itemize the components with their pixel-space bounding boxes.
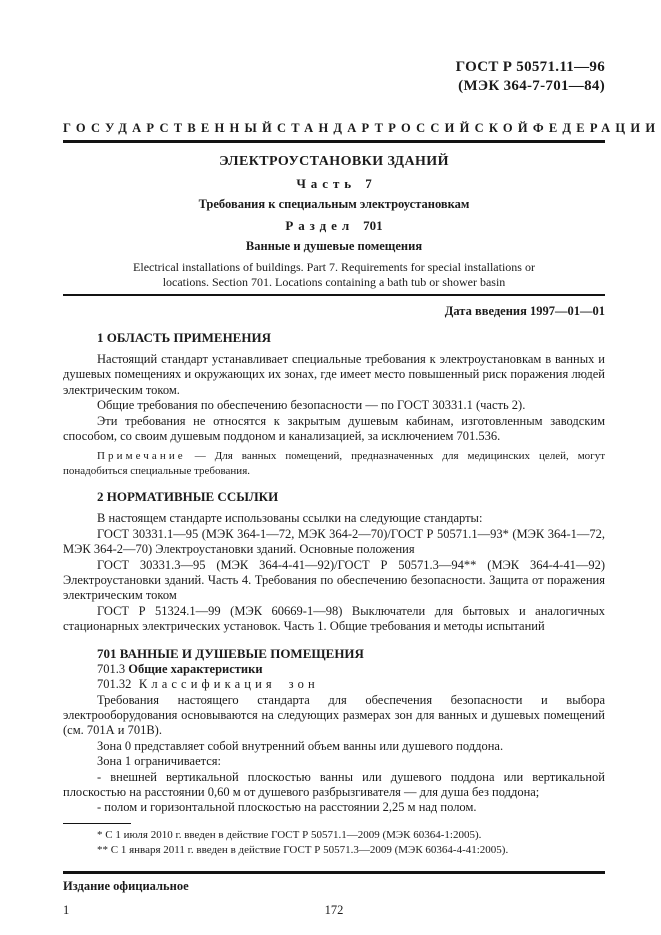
subsection-701-3	[63, 662, 605, 677]
page-number-right-spacer	[424, 903, 605, 918]
section2-paragraph: ГОСТ 30331.3—95 (МЭК 364-4-41—92)/ГОСТ Р 50571.3—94** (МЭК 364-4-41—92) Электроустановки зданий. Часть 4. Требования по обеспечению безопасности. Защита от поражения электрическим током	[63, 557, 605, 603]
section2-paragraph: В настоящем стандарте использованы ссылки на следующие стандарты:	[97, 511, 483, 526]
section1-note	[63, 449, 605, 478]
section701-list-item: - полом и горизонтальной плоскостью на расстоянии 2,25 м над полом.	[97, 800, 477, 815]
section1-paragraph: Настоящий стандарт устанавливает специальные требования к электроустановкам в ванных и душевых помещениях и окружающих их зонах, где имеет место повышенный риск поражения людей электрическим током.	[63, 352, 605, 397]
footnote: * С 1 июля 2010 г. введен в действие ГОСТ Р 50571.1—2009 (МЭК 60364-1:2005).	[97, 828, 482, 841]
part-number: 7	[365, 176, 372, 191]
english-title: Electrical installations of buildings. Part 7. Requirements for special installations or locations. Section 701. Locations containing a bath tub or shower basin	[133, 260, 535, 289]
section-line	[63, 218, 605, 234]
page-number-center: 172	[324, 903, 344, 918]
doc-number	[63, 58, 605, 96]
section1-heading: 1 ОБЛАСТЬ ПРИМЕНЕНИЯ	[97, 330, 271, 345]
doc-number-line2: (МЭК 364-7-701—84)	[458, 78, 605, 94]
subsection-number: 701.32	[97, 677, 132, 692]
banner-word: РОССИЙСКОЙ	[388, 121, 533, 135]
banner-word: СТАНДАРТ	[276, 121, 389, 135]
section2-paragraph: ГОСТ 30331.1—95 (МЭК 364-1—72, МЭК 364-2—70)/ГОСТ Р 50571.1—93* (МЭК 364-1—72, МЭК 364-2—70) Электроустановки зданий. Основные положения	[63, 526, 605, 557]
footnote: ** С 1 января 2011 г. введен в действие ГОСТ Р 50571.3—2009 (МЭК 60364-4-41:2005).	[97, 843, 509, 856]
subsection-title: Классификация зон	[138, 677, 319, 692]
subsection-number: 701.3	[97, 661, 126, 676]
subtitle: Требования к специальным электроустановкам	[198, 197, 470, 211]
part-label: Часть	[296, 176, 357, 191]
section-label: Раздел	[285, 218, 355, 233]
footnote-block	[63, 823, 605, 858]
date-rule	[63, 294, 605, 296]
document-title: ЭЛЕКТРОУСТАНОВКИ ЗДАНИЙ	[219, 154, 449, 169]
page-number-left: 1	[63, 903, 70, 918]
section-number: 701	[363, 218, 383, 233]
header-rule	[63, 140, 605, 143]
part-line	[63, 176, 605, 192]
title-block	[63, 154, 605, 289]
section1-paragraph: Общие требования по обеспечению безопасности — по ГОСТ 30331.1 (часть 2).	[97, 398, 526, 413]
section701-paragraph: Зона 0 представляет собой внутренний объем ванны или душевого поддона.	[97, 738, 504, 753]
page-number-row	[63, 903, 605, 918]
section701-paragraph: Зона 1 ограничивается:	[97, 754, 221, 769]
banner-word: ФЕДЕРАЦИИ	[532, 121, 661, 135]
section2-heading: 2 НОРМАТИВНЫЕ ССЫЛКИ	[97, 489, 279, 505]
banner-word: ГОСУДАРСТВЕННЫЙ	[63, 121, 277, 135]
effective-date: Дата введения 1997—01—01	[444, 304, 605, 318]
footer-rule	[63, 871, 605, 874]
subsection-title: Общие характеристики	[128, 661, 263, 676]
subsection-701-32	[63, 677, 605, 692]
section2-paragraph: ГОСТ Р 51324.1—99 (МЭК 60669-1—98) Выключатели для бытовых и аналогичных стационарных электрических установок. Часть 1. Общие требования и методы испытаний	[63, 603, 605, 634]
state-standard-banner	[63, 121, 661, 136]
section701-heading: 701 ВАННЫЕ И ДУШЕВЫЕ ПОМЕЩЕНИЯ	[97, 645, 364, 661]
doc-number-line1: ГОСТ Р 50571.11—96	[455, 59, 605, 75]
section701-list-item: - внешней вертикальной плоскостью ванны или душевого поддона или вертикальной плоскостью на расстоянии 0,60 м от душевого разбрызгивателя — для душа без поддона;	[63, 769, 605, 799]
location-title: Ванные и душевые помещения	[245, 239, 423, 253]
edition-note: Издание официальное	[63, 879, 189, 894]
note-label: Примечание	[97, 450, 186, 463]
section1-paragraph: Эти требования не относятся к закрытым душевым кабинам, изготовленным заводским способом, со своим душевым поддоном и канализацией, за исключением 701.536.	[63, 413, 605, 444]
note-text: — Для ванных помещений, предназначенных для медицинских целей, могут понадобиться специальные требования.	[63, 450, 606, 477]
section701-paragraph: Требования настоящего стандарта для обеспечения безопасности и выбора электрооборудования основываются на следующих размерах зон для ванных и душевых помещений (см. 701А и 701В).	[63, 692, 605, 738]
footnote-rule	[63, 823, 131, 824]
